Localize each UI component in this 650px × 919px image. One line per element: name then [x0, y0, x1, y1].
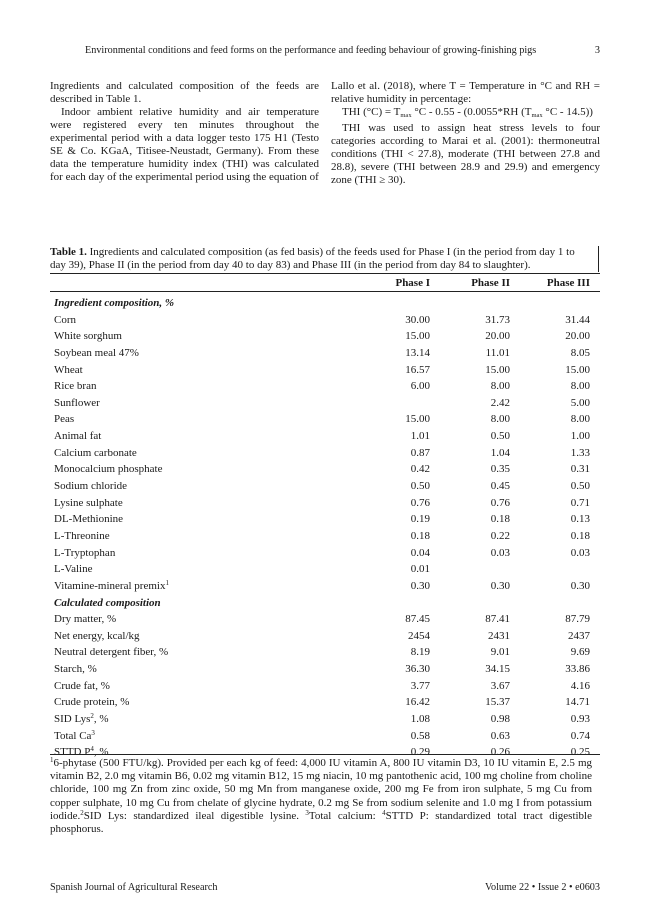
- table-row: [50, 327, 600, 344]
- cell-phase-1: 0.50: [410, 480, 430, 493]
- table-row: [50, 377, 600, 394]
- cell-phase-3: 8.05: [570, 346, 590, 359]
- cell-phase-3: 33.86: [565, 663, 590, 676]
- cell-phase-1: 0.04: [410, 546, 430, 559]
- cell-phase-3: 1.00: [570, 430, 590, 443]
- cell-phase-2: 2431: [488, 629, 510, 642]
- cell-phase-2: 0.63: [490, 729, 510, 742]
- row-label: Rice bran: [54, 380, 97, 393]
- cell-phase-1: 16.42: [405, 696, 430, 709]
- cell-phase-1: 8.19: [410, 646, 430, 659]
- cell-phase-2: 0.03: [490, 546, 510, 559]
- table-row: [50, 361, 600, 378]
- row-label: Crude protein, %: [54, 696, 130, 709]
- table-row: [50, 643, 600, 660]
- cell-phase-2: 0.76: [490, 496, 510, 509]
- cell-phase-2: 0.45: [490, 480, 510, 493]
- cell-phase-3: 0.13: [570, 513, 590, 526]
- paragraph: Lallo et al. (2018), where T = Temperature in °C and RH = relative humidity in percentage:: [331, 80, 600, 105]
- row-label: Crude fat, %: [54, 679, 110, 692]
- cell-phase-1: 0.19: [410, 513, 430, 526]
- cell-phase-2: 0.22: [490, 529, 510, 542]
- table-body: [50, 294, 600, 760]
- running-title: Environmental conditions and feed forms on the performance and feeding behaviour of growing-finishing pigs: [85, 45, 537, 56]
- row-label: Ingredient composition, %: [54, 297, 175, 309]
- cell-phase-2: 8.00: [490, 380, 510, 393]
- cell-phase-1: 1.01: [410, 430, 430, 443]
- cell-phase-3: 0.71: [570, 496, 590, 509]
- table-caption-text: Ingredients and calculated composition (as fed basis) of the feeds used for Phase I (in the period from day 1 to day 39), Phase II (in the period from day 40 to day 83) and Phase III (in the period from day 84 to slaughter).: [50, 246, 575, 271]
- cell-phase-3: 0.50: [570, 480, 590, 493]
- cell-phase-3: 0.30: [570, 579, 590, 592]
- table-top-rule: [50, 273, 600, 274]
- table-row: [50, 660, 600, 677]
- table-row: [50, 344, 600, 361]
- row-label: Corn: [54, 313, 76, 326]
- table-footnote: $^1$6-phytase (500 FTU/kg). Provided per each kg of feed: 4,000 IU vitamin A, 800 IU vitamin D3, 10 IU vitamin E, 2.5 mg vitamin B2, 2.0 mg vitamin B6, 0.02 mg vitamin B12, 15 mg niacin, 10 mg pantothenic acid, 100 mg choline from choline chloride, 100 mg Zn from zinc oxide, 50 mg Mn from manganese oxide, 200 mg Fe from iron sulphate, 5 mg Cu from copper sulphate, 10 mg Cu from chelate of glycine hydrate, 0.2 mg Se from sodium selenite and 1.0 mg I from potassium iodide.$^2$SID Lys: standardized ileal digestible lysine. $^3$Total calcium: $^4$STTD P: standardized total tract digestible phosphorus.: [50, 756, 592, 836]
- table-row: [50, 494, 600, 511]
- cell-phase-3: 0.74: [570, 729, 590, 742]
- row-label: Net energy, kcal/kg: [54, 629, 140, 642]
- cell-phase-3: 8.00: [570, 413, 590, 426]
- row-label: SID Lys$^2$, %: [54, 712, 109, 726]
- cell-phase-2: 3.67: [490, 679, 510, 692]
- cell-phase-2: 8.00: [490, 413, 510, 426]
- cell-phase-1: 0.87: [410, 446, 430, 459]
- issue-info: Volume 22 • Issue 2 • e0603: [484, 882, 600, 893]
- table-row: [50, 460, 600, 477]
- cell-phase-2: 15.37: [485, 696, 510, 709]
- cell-phase-1: 6.00: [410, 380, 430, 393]
- table-row: [50, 560, 600, 577]
- cell-phase-3: 1.33: [570, 446, 590, 459]
- cell-phase-2: 31.73: [485, 313, 510, 326]
- table-row: [50, 311, 600, 328]
- cell-phase-1: 16.57: [405, 363, 430, 376]
- table-row: [50, 544, 600, 561]
- cell-phase-1: 15.00: [405, 330, 430, 343]
- row-label: Peas: [54, 413, 75, 426]
- table-label: Table 1.: [50, 246, 87, 258]
- cell-phase-3: 0.25: [570, 746, 590, 759]
- table-row: [50, 727, 600, 744]
- table-row: [50, 410, 600, 427]
- table-section-header: [50, 594, 600, 611]
- table-row: [50, 610, 600, 627]
- row-label: DL-Methionine: [54, 513, 124, 526]
- row-label: Vitamine-mineral premix$^1$: [54, 578, 169, 592]
- cell-phase-2: 2.42: [490, 396, 510, 409]
- table-row: [50, 710, 600, 727]
- cell-phase-1: 0.30: [410, 579, 430, 592]
- cell-phase-2: 34.15: [485, 663, 510, 676]
- cell-phase-2: 0.50: [490, 430, 510, 443]
- cell-phase-2: 0.98: [490, 713, 510, 726]
- page-number: 3: [594, 45, 600, 56]
- table-row: [50, 444, 600, 461]
- table-row: [50, 527, 600, 544]
- cell-phase-2: 20.00: [485, 330, 510, 343]
- paragraph: Indoor ambient relative humidity and air temperature were registered every ten minutes throughout the experimental period with a data logger testo 175 H1 (Testo SE & Co. KGaA, Titisee-Neustadt, Germany). From these data the temperature humidity index (THI) was calculated for each day of the experimental period using the equation of: [50, 106, 319, 183]
- table-row: [50, 394, 600, 411]
- cell-phase-3: 9.69: [570, 646, 590, 659]
- journal-name: Spanish Journal of Agricultural Research: [50, 882, 218, 893]
- row-label: Dry matter, %: [54, 613, 117, 626]
- row-label: Neutral detergent fiber, %: [54, 646, 169, 659]
- table-row: [50, 627, 600, 644]
- table-row: [50, 693, 600, 710]
- cell-phase-2: 0.30: [490, 579, 510, 592]
- row-label: Total Ca$^3$: [54, 728, 95, 742]
- thi-equation: THI $(^\circ C) = T_{max}$ °C - 0.55 - (0.0055*RH ($T_{max}$ °C - 14.5)): [342, 106, 593, 119]
- table-caption: [50, 246, 599, 272]
- cell-phase-3: 2437: [568, 629, 590, 642]
- table-row: [50, 477, 600, 494]
- cell-phase-1: 1.08: [410, 713, 430, 726]
- cell-phase-3: 0.03: [570, 546, 590, 559]
- table-row: [50, 577, 600, 594]
- cell-phase-2: 0.26: [490, 746, 510, 759]
- cell-phase-3: 87.79: [565, 613, 590, 626]
- cell-phase-2: 9.01: [490, 646, 510, 659]
- cell-phase-2: 1.04: [490, 446, 510, 459]
- column-header-phase-3: Phase III: [546, 277, 590, 289]
- column-header-phase-1: Phase I: [395, 277, 430, 289]
- cell-phase-2: 0.18: [490, 513, 510, 526]
- table-row: [50, 510, 600, 527]
- row-label: White sorghum: [54, 330, 122, 343]
- cell-phase-1: 87.45: [405, 613, 430, 626]
- table-row: [50, 427, 600, 444]
- cell-phase-3: 0.31: [570, 463, 590, 476]
- row-label: L-Threonine: [54, 529, 110, 542]
- row-label: STTD $P^4$, %: [54, 745, 109, 759]
- cell-phase-1: 13.14: [405, 346, 430, 359]
- cell-phase-3: 0.93: [570, 713, 590, 726]
- table-bottom-rule: [50, 754, 600, 755]
- cell-phase-1: 0.58: [410, 729, 430, 742]
- cell-phase-2: 87.41: [485, 613, 510, 626]
- cell-phase-1: 0.29: [410, 746, 430, 759]
- table-header-rule: [50, 291, 600, 292]
- row-label: Sodium chloride: [54, 480, 128, 493]
- cell-phase-1: 3.77: [410, 679, 430, 692]
- right-column: [331, 80, 600, 187]
- cell-phase-1: 0.18: [410, 529, 430, 542]
- cell-phase-3: 20.00: [565, 330, 590, 343]
- cell-phase-1: 0.76: [410, 496, 430, 509]
- row-label: Sunflower: [54, 396, 100, 409]
- column-header-phase-2: Phase II: [471, 277, 510, 289]
- row-label: Monocalcium phosphate: [54, 463, 163, 476]
- table-row: [50, 677, 600, 694]
- cell-phase-3: 8.00: [570, 380, 590, 393]
- cell-phase-1: 0.01: [410, 563, 430, 576]
- cell-phase-3: 14.71: [565, 696, 590, 709]
- cell-phase-3: 0.18: [570, 529, 590, 542]
- cell-phase-2: 0.35: [490, 463, 510, 476]
- paragraph: THI was used to assign heat stress levels to four categories according to Marai et al. (2001): thermoneutral conditions (THI < 27.8), moderate (THI between 27.8 and 28.8), severe (THI between 28.9 and 29.9) and emergency zone (THI ≥ 30).: [331, 122, 600, 186]
- cell-phase-3: 4.16: [570, 679, 590, 692]
- cell-phase-1: 15.00: [405, 413, 430, 426]
- row-label: Starch, %: [54, 663, 97, 676]
- cell-phase-2: 15.00: [485, 363, 510, 376]
- cell-phase-1: 2454: [408, 629, 430, 642]
- cell-phase-3: 15.00: [565, 363, 590, 376]
- cell-phase-2: 11.01: [485, 346, 510, 359]
- row-label: Lysine sulphate: [54, 496, 123, 509]
- row-label: Wheat: [54, 363, 83, 376]
- row-label: Calcium carbonate: [54, 446, 137, 459]
- cell-phase-3: 31.44: [565, 313, 590, 326]
- cell-phase-1: 30.00: [405, 313, 430, 326]
- row-label: L-Tryptophan: [54, 546, 116, 559]
- paragraph: Ingredients and calculated composition of the feeds are described in Table 1.: [50, 80, 319, 105]
- cell-phase-3: 5.00: [570, 396, 590, 409]
- row-label: Animal fat: [54, 430, 102, 443]
- cell-phase-1: 0.42: [410, 463, 430, 476]
- table-section-header: [50, 294, 600, 311]
- left-column: [50, 80, 319, 184]
- cell-phase-1: 36.30: [405, 663, 430, 676]
- row-label: Calculated composition: [54, 596, 161, 609]
- row-label: Soybean meal 47%: [54, 346, 139, 359]
- row-label: L-Valine: [54, 563, 93, 576]
